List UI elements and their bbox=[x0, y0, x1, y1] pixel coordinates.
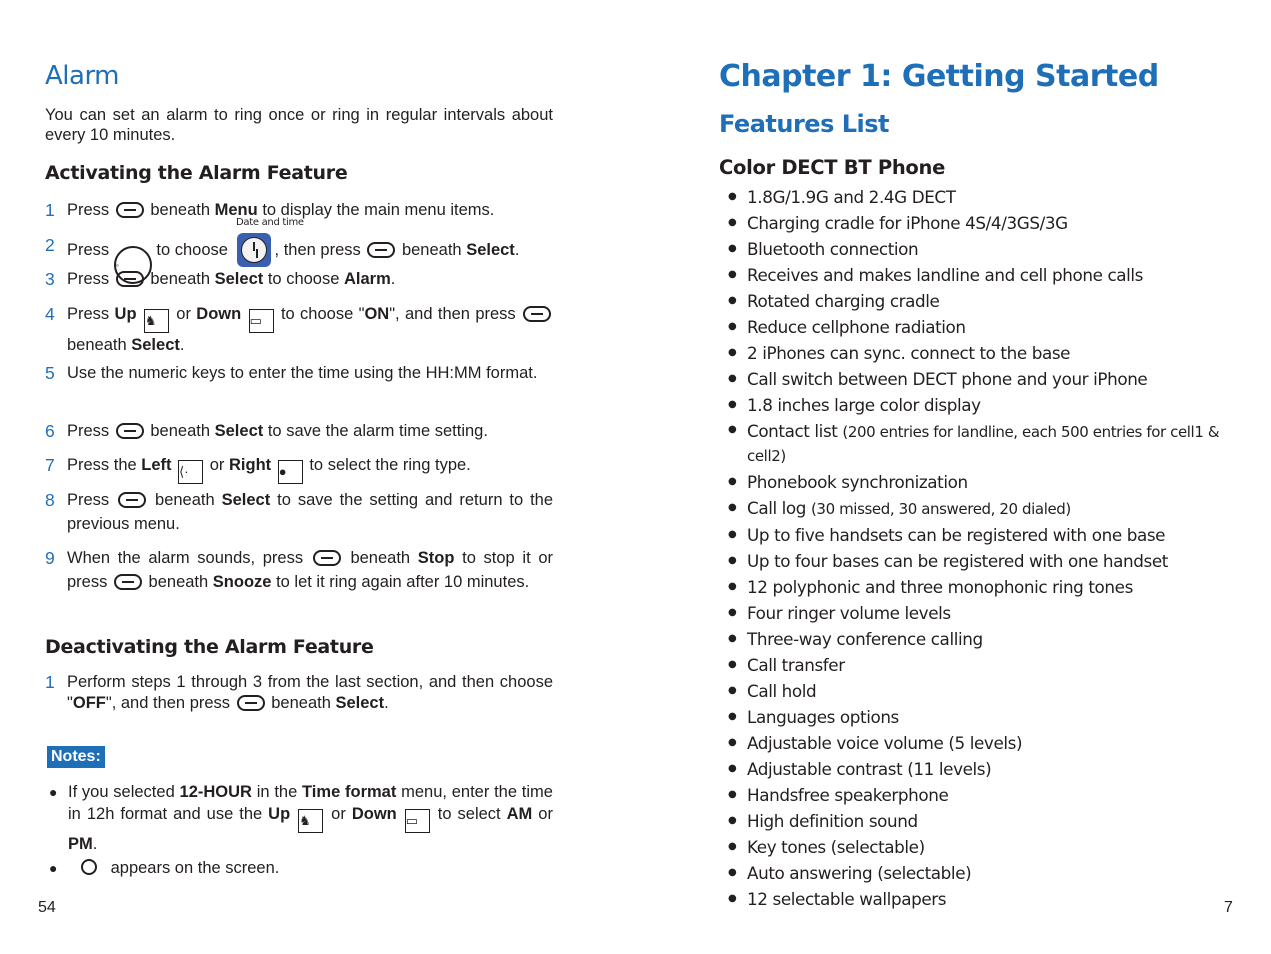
punctuation: . bbox=[384, 694, 389, 712]
step-text: Press bbox=[67, 422, 110, 440]
step-8 bbox=[45, 488, 553, 536]
soft-key-icon bbox=[523, 306, 551, 322]
list-item bbox=[727, 678, 1227, 704]
step-text: to choose " bbox=[280, 305, 365, 323]
step-number: 8 bbox=[45, 490, 55, 510]
page-title: Alarm bbox=[45, 61, 120, 91]
step-text: beneath bbox=[350, 549, 411, 567]
list-item bbox=[727, 574, 1227, 600]
bullet-icon: ● bbox=[49, 784, 58, 800]
step-6 bbox=[45, 419, 553, 443]
step-text: to stop it or press bbox=[67, 549, 553, 591]
soft-key-icon bbox=[367, 242, 395, 258]
note-text: in the bbox=[256, 783, 298, 801]
step-keyword: Snooze bbox=[212, 573, 272, 591]
list-item bbox=[727, 626, 1227, 652]
step-keyword: Down bbox=[196, 305, 242, 323]
step-keyword: Select bbox=[466, 241, 515, 259]
step-keyword: ON bbox=[364, 305, 390, 323]
step-number: 1 bbox=[45, 200, 55, 220]
page-number-right: 7 bbox=[1224, 899, 1233, 916]
step-3 bbox=[45, 267, 553, 291]
step-text: Press bbox=[67, 491, 110, 509]
feature-text: Adjustable voice volume (5 levels) bbox=[747, 733, 1023, 753]
step-text: to choose bbox=[156, 241, 228, 259]
note-keyword: AM bbox=[506, 805, 533, 823]
list-item bbox=[727, 418, 1227, 469]
alarm-clock-icon bbox=[78, 857, 100, 877]
note-text: If you selected bbox=[68, 783, 175, 801]
note-text: or bbox=[538, 805, 553, 823]
list-item bbox=[727, 600, 1227, 626]
feature-text: Languages options bbox=[747, 707, 899, 727]
note-text: or bbox=[331, 805, 346, 823]
step-text: ", and then press bbox=[105, 694, 231, 712]
feature-text: High definition sound bbox=[747, 811, 918, 831]
list-item bbox=[727, 469, 1227, 495]
step-text: Press the bbox=[67, 456, 137, 474]
punctuation: . bbox=[514, 241, 520, 259]
step-number: 3 bbox=[45, 269, 55, 289]
note-keyword: 12-HOUR bbox=[179, 783, 252, 801]
step-keyword: Alarm bbox=[344, 270, 391, 288]
features-list bbox=[727, 184, 1227, 912]
list-item bbox=[727, 834, 1227, 860]
step-text: , then press bbox=[274, 241, 361, 259]
step-keyword: Select bbox=[214, 422, 264, 440]
step-text: When the alarm sounds, press bbox=[67, 549, 304, 567]
feature-text: Key tones (selectable) bbox=[747, 837, 925, 857]
note-text: to select bbox=[437, 805, 501, 823]
list-item bbox=[727, 262, 1227, 288]
down-book-key-icon: ▭ bbox=[405, 809, 430, 833]
step-text: to select the ring type. bbox=[309, 456, 471, 474]
note-text: menu, enter the time in 12h format and use the bbox=[68, 783, 553, 823]
step-text: beneath bbox=[271, 694, 331, 712]
page-number-left: 54 bbox=[38, 899, 56, 916]
step-number: 6 bbox=[45, 421, 55, 441]
activating-heading: Activating the Alarm Feature bbox=[45, 162, 348, 184]
intro-paragraph: You can set an alarm to ring once or ring in regular intervals about every 10 minutes. bbox=[45, 106, 553, 144]
soft-key-icon bbox=[116, 202, 144, 218]
feature-text: Call switch between DECT phone and your iPhone bbox=[747, 369, 1148, 389]
feature-text: Contact list bbox=[747, 421, 838, 441]
step-text: to save the setting and return to the previous menu. bbox=[67, 491, 554, 533]
step-number: 7 bbox=[45, 455, 55, 475]
step-keyword: Select bbox=[221, 491, 271, 509]
navigation-key-icon: ◦ bbox=[114, 246, 152, 284]
soft-key-icon bbox=[116, 423, 144, 439]
step-text: Press bbox=[67, 270, 110, 288]
step-text: Press bbox=[67, 201, 110, 219]
step-number: 2 bbox=[45, 235, 55, 255]
step-keyword: Select bbox=[131, 336, 180, 354]
list-item bbox=[727, 860, 1227, 886]
step-text: beneath bbox=[150, 201, 211, 219]
list-item bbox=[727, 886, 1227, 912]
list-item bbox=[727, 184, 1227, 210]
step-text: beneath bbox=[155, 491, 215, 509]
soft-key-icon bbox=[118, 492, 146, 508]
list-item bbox=[727, 236, 1227, 262]
note-1 bbox=[45, 781, 553, 855]
step-text: Perform steps 1 through 3 from the last section, and then choose " bbox=[67, 673, 553, 712]
feature-text: Three-way conference calling bbox=[747, 629, 983, 649]
deactivate-step-1 bbox=[45, 672, 553, 714]
step-text: or bbox=[176, 305, 191, 323]
feature-text: Auto answering (selectable) bbox=[747, 863, 972, 883]
step-9 bbox=[45, 546, 553, 594]
soft-key-icon bbox=[116, 271, 144, 287]
step-keyword: OFF bbox=[72, 694, 106, 712]
section-title: Features List bbox=[719, 110, 889, 138]
list-item bbox=[727, 808, 1227, 834]
step-text: Press bbox=[67, 305, 110, 323]
list-item bbox=[727, 782, 1227, 808]
note-text: appears on the screen. bbox=[110, 859, 280, 877]
step-number: 5 bbox=[45, 363, 55, 383]
step-5 bbox=[45, 361, 553, 385]
step-text: to save the alarm time setting. bbox=[267, 422, 488, 440]
list-item bbox=[727, 704, 1227, 730]
list-item bbox=[727, 756, 1227, 782]
step-number: 1 bbox=[45, 672, 55, 692]
step-text: beneath bbox=[67, 336, 127, 354]
notes-label: Notes: bbox=[47, 746, 105, 768]
note-keyword: Down bbox=[351, 805, 397, 823]
step-number: 4 bbox=[45, 304, 55, 324]
step-text: Use the numeric keys to enter the time using the HH:MM format. bbox=[67, 364, 538, 382]
down-book-key-icon: ▭ bbox=[249, 309, 274, 333]
list-item bbox=[727, 495, 1227, 522]
feature-text: Call transfer bbox=[747, 655, 845, 675]
step-keyword: Stop bbox=[417, 549, 455, 567]
list-item bbox=[727, 314, 1227, 340]
feature-detail: (200 entries for landline, each 500 entries for cell1 & cell2) bbox=[747, 423, 1220, 465]
step-text: beneath bbox=[150, 270, 211, 288]
list-item bbox=[727, 392, 1227, 418]
feature-text: 2 iPhones can sync. connect to the base bbox=[747, 343, 1071, 363]
list-item bbox=[727, 548, 1227, 574]
feature-detail: (30 missed, 30 answered, 20 dialed) bbox=[810, 500, 1071, 518]
note-2 bbox=[45, 857, 553, 879]
punctuation: . bbox=[92, 835, 98, 853]
feature-text: Handsfree speakerphone bbox=[747, 785, 949, 805]
list-item bbox=[727, 652, 1227, 678]
feature-text: Up to five handsets can be registered with one base bbox=[747, 525, 1166, 545]
feature-text: Call hold bbox=[747, 681, 817, 701]
feature-text: Receives and makes landline and cell phone calls bbox=[747, 265, 1144, 285]
punctuation: . bbox=[390, 270, 396, 288]
up-phonebook-key-icon: ♞ bbox=[144, 309, 169, 333]
date-time-icon-label: Date and time bbox=[236, 217, 304, 228]
step-keyword: Right bbox=[229, 456, 272, 474]
feature-text: 1.8 inches large color display bbox=[747, 395, 981, 415]
step-4 bbox=[45, 302, 553, 357]
step-7 bbox=[45, 453, 553, 484]
feature-text: Up to four bases can be registered with one handset bbox=[747, 551, 1168, 571]
feature-text: 12 selectable wallpapers bbox=[747, 889, 947, 909]
soft-key-icon bbox=[237, 695, 265, 711]
product-heading: Color DECT BT Phone bbox=[719, 156, 946, 179]
feature-text: Call log bbox=[747, 498, 807, 518]
punctuation: . bbox=[179, 336, 185, 354]
step-text: to let it ring again after 10 minutes. bbox=[276, 573, 530, 591]
note-keyword: Time format bbox=[302, 783, 397, 801]
soft-key-icon bbox=[313, 550, 341, 566]
soft-key-icon bbox=[114, 574, 142, 590]
list-item bbox=[727, 288, 1227, 314]
feature-text: Adjustable contrast (11 levels) bbox=[747, 759, 992, 779]
list-item bbox=[727, 730, 1227, 756]
step-keyword: Menu bbox=[214, 201, 258, 219]
left-key-icon: ⟨· bbox=[178, 460, 203, 484]
right-page bbox=[636, 0, 1271, 954]
chapter-title: Chapter 1: Getting Started bbox=[719, 59, 1159, 94]
list-item bbox=[727, 366, 1227, 392]
step-text: beneath bbox=[150, 422, 211, 440]
step-text: ", and then press bbox=[389, 305, 516, 323]
step-text: beneath bbox=[148, 573, 209, 591]
step-keyword: Up bbox=[114, 305, 137, 323]
feature-text: 12 polyphonic and three monophonic ring tones bbox=[747, 577, 1133, 597]
step-text: to display the main menu items. bbox=[262, 201, 495, 219]
list-item bbox=[727, 340, 1227, 366]
feature-text: Reduce cellphone radiation bbox=[747, 317, 966, 337]
step-text: Press bbox=[67, 241, 110, 259]
step-number: 9 bbox=[45, 548, 55, 568]
feature-text: Charging cradle for iPhone 4S/4/3GS/3G bbox=[747, 213, 1068, 233]
feature-text: Bluetooth connection bbox=[747, 239, 919, 259]
step-keyword: Left bbox=[141, 456, 172, 474]
note-keyword: Up bbox=[268, 805, 291, 823]
feature-text: 1.8G/1.9G and 2.4G DECT bbox=[747, 187, 956, 207]
feature-text: Rotated charging cradle bbox=[747, 291, 940, 311]
list-item bbox=[727, 522, 1227, 548]
deactivating-heading: Deactivating the Alarm Feature bbox=[45, 636, 374, 658]
feature-text: Four ringer volume levels bbox=[747, 603, 951, 623]
step-keyword: Select bbox=[335, 694, 385, 712]
step-text: or bbox=[209, 456, 225, 474]
feature-text: Phonebook synchronization bbox=[747, 472, 968, 492]
step-text: beneath bbox=[401, 241, 462, 259]
date-time-clock-icon bbox=[237, 233, 271, 267]
step-text: to choose bbox=[267, 270, 340, 288]
list-item bbox=[727, 210, 1227, 236]
bullet-icon: ● bbox=[49, 860, 58, 876]
step-keyword: Select bbox=[214, 270, 264, 288]
up-phonebook-key-icon: ♞ bbox=[298, 809, 323, 833]
right-key-icon: ● bbox=[278, 460, 303, 484]
note-keyword: PM bbox=[68, 835, 93, 853]
